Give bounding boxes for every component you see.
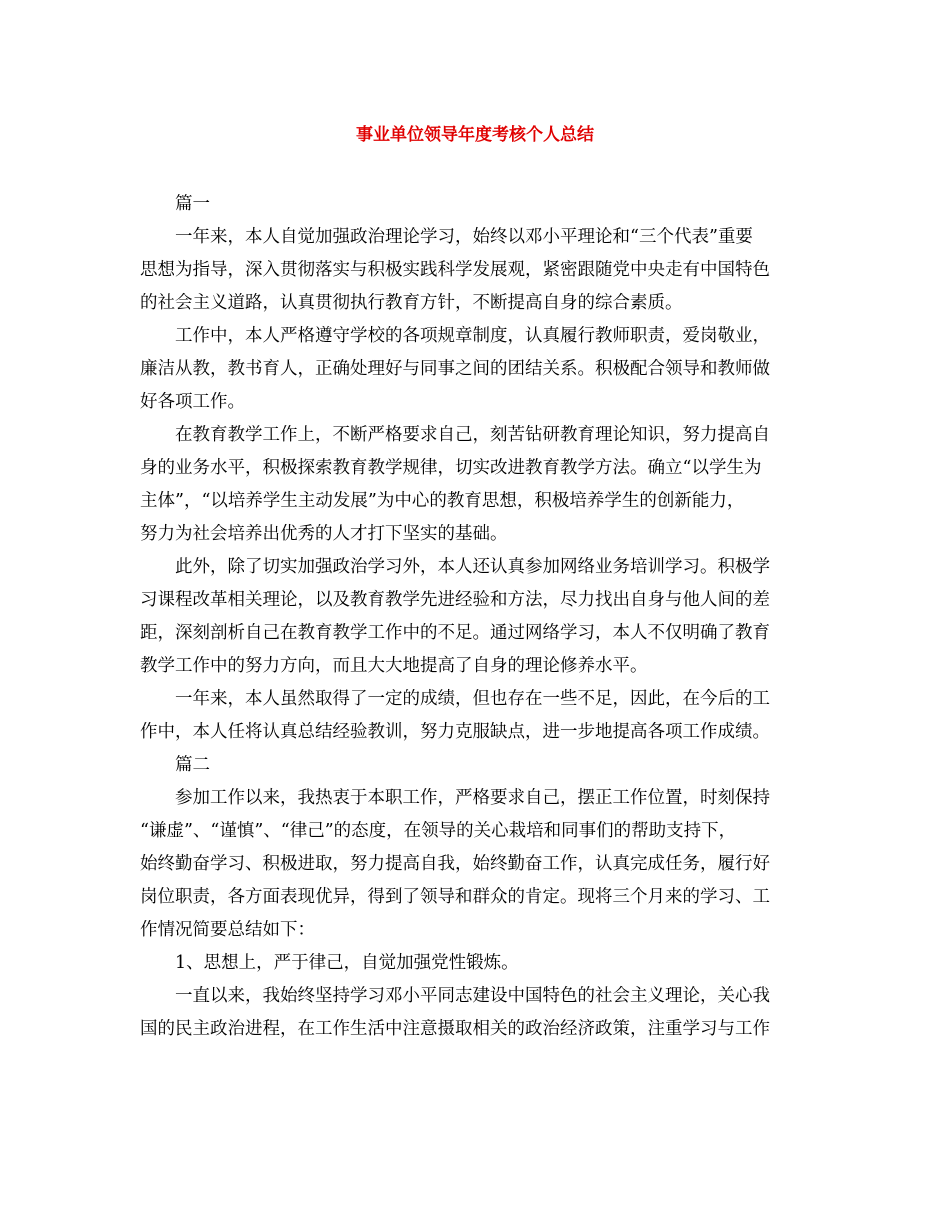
list-item: 1、思想上，严于律己，自觉加强党性锻炼。 [175,953,519,973]
paragraph: 此外，除了切实加强政治学习外，本人还认真参加网络业务培训学习。积极学 习课程改革相关理论，以及教育教学先进经验和方法，尽力找出自身与他人间的差 距，深刻剖析自己在教育教学工作中的不足。通过网络学习，本人不仅明确了教育 教学工作中的努力方向，而且大大地提高了自身的理论修养水平。 [140,557,770,676]
document-body [140,188,818,1046]
paragraph: 工作中，本人严格遵守学校的各项规章制度，认真履行教师职责，爱岗敬业， 廉洁从教，教书育人，正确处理好与同事之间的团结关系。积极配合领导和教师做 好各项工作。 [140,326,770,412]
paragraph: 一直以来，我始终坚持学习邓小平同志建设中国特色的社会主义理论，关心我 国的民主政治进程，在工作生活中注意摄取相关的政治经济政策，注重学习与工作 [140,986,770,1039]
paragraph: 一年来，本人虽然取得了一定的成绩，但也存在一些不足，因此，在今后的工 作中，本人任将认真总结经验教训，努力克服缺点，进一步地提高各项工作成绩。 [140,689,770,742]
paragraph: 一年来，本人自觉加强政治理论学习，始终以邓小平理论和“三个代表”重要 思想为指导，深入贯彻落实与积极实践科学发展观，紧密跟随党中央走有中国特色 的社会主义道路，认真贯彻执行教育方针，不断提高自身的综合素质。 [140,227,770,313]
document-title: 事业单位领导年度考核个人总结 [356,125,594,145]
paragraph: 在教育教学工作上，不断严格要求自己，刻苦钻研教育理论知识，努力提高自 身的业务水平，积极探索教育教学规律，切实改进教育教学方法。确立“以学生为 主体”，“以培养学生主动发展”为中心的教育思想，积极培养学生的创新能力， 努力为社会培养出优秀的人才打下坚实的基础。 [140,425,770,544]
section-heading-2: 篇二 [175,755,210,775]
section-heading-1: 篇一 [175,194,210,214]
paragraph: 参加工作以来，我热衷于本职工作，严格要求自己，摆正工作位置，时刻保持 “谦虚”、“谨慎”、“律己”的态度，在领导的关心栽培和同事们的帮助支持下， 始终勤奋学习、积极进取，努力提高自我，始终勤奋工作，认真完成任务，履行好 岗位职责，各方面表现优异，得到了领导和群众的肯定。现将三个月来的学习、工 作情况简要总结如下： [140,788,770,940]
